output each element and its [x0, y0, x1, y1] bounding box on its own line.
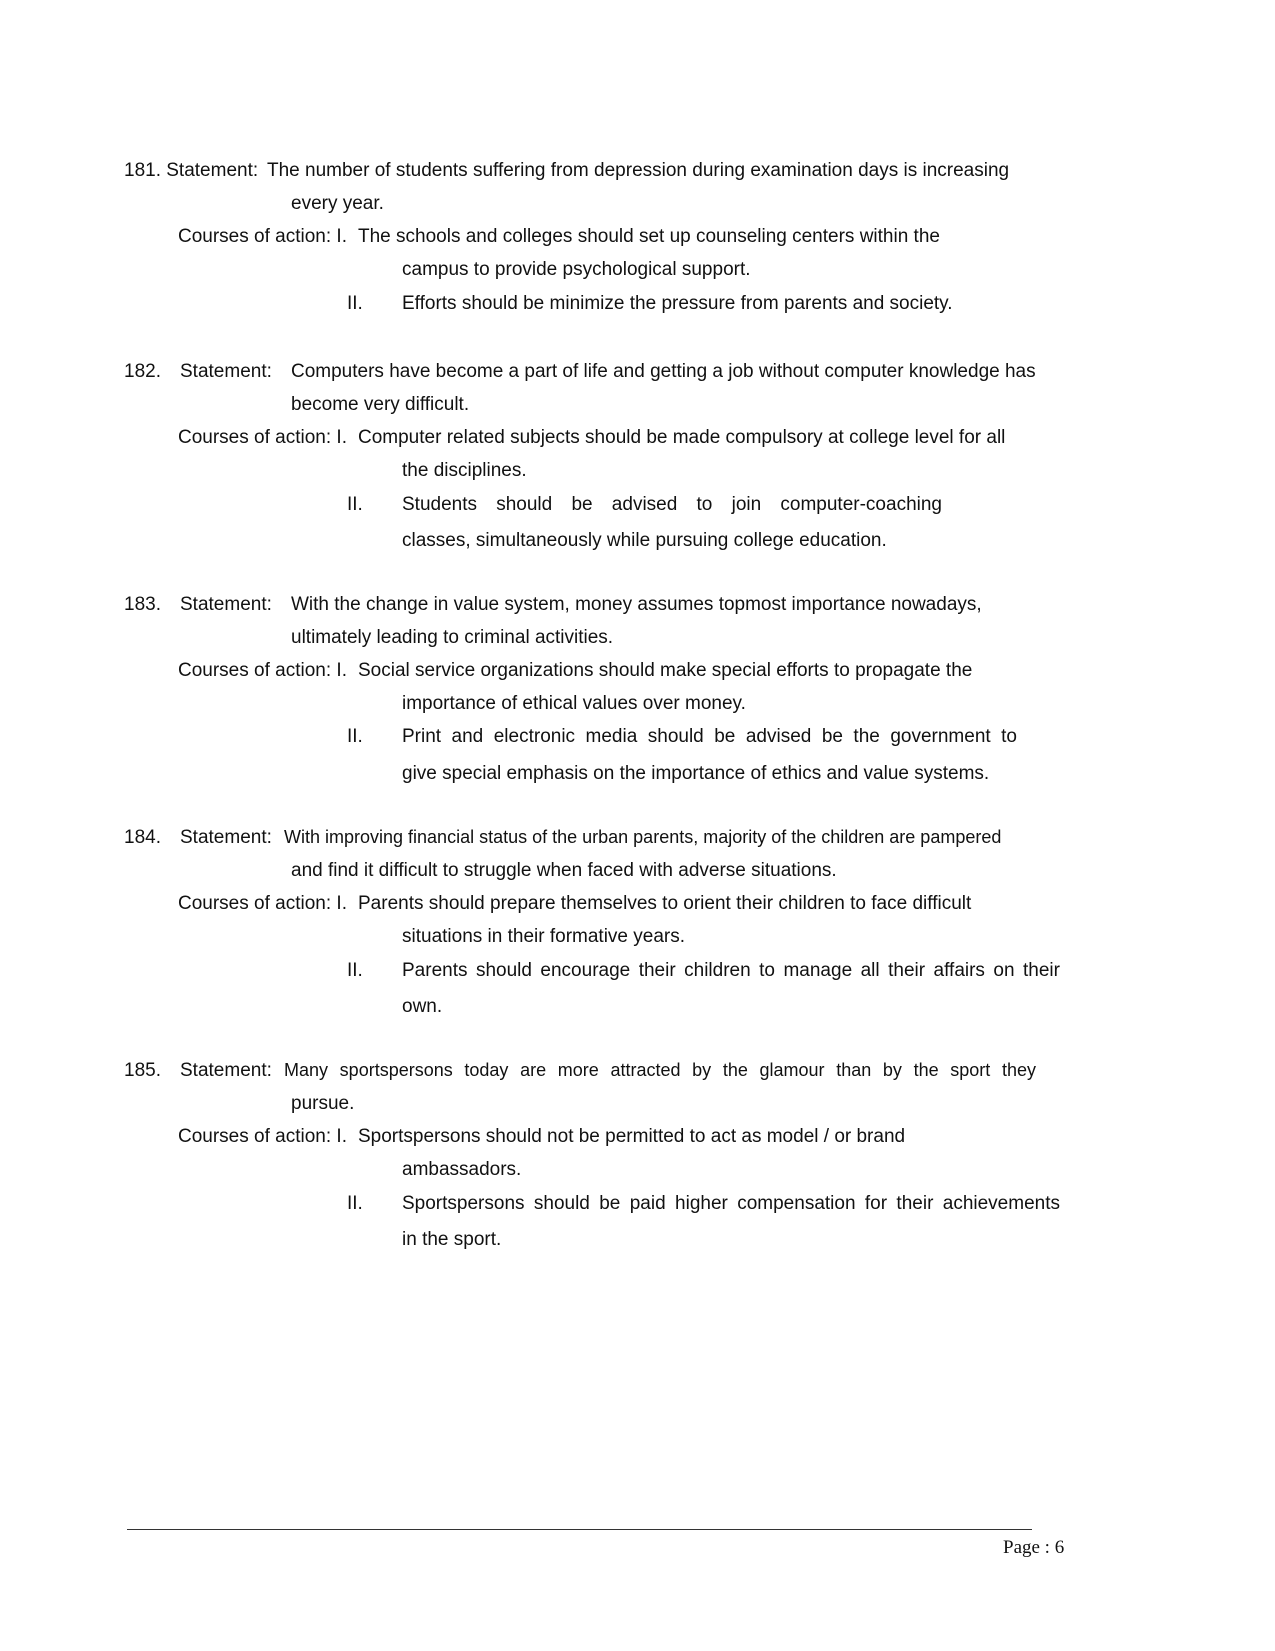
- question-number: 182.: [124, 361, 161, 382]
- action-one-line: Computer related subjects should be made compulsory at college level for all: [358, 427, 1006, 448]
- statement-label: Statement:: [180, 1060, 272, 1081]
- action-two-marker: II.: [347, 960, 363, 981]
- action-two-line: classes, simultaneously while pursuing college education.: [402, 530, 887, 551]
- action-one-line: Parents should prepare themselves to orient their children to face difficult: [358, 893, 972, 914]
- statement-line: Computers have become a part of life and getting a job without computer knowledge has: [291, 361, 1036, 382]
- action-two-line: Print and electronic media should be advised be the government to: [402, 726, 1017, 747]
- statement-label: Statement:: [180, 361, 272, 382]
- action-two-line: in the sport.: [402, 1229, 502, 1250]
- statement-line: With improving financial status of the urban parents, majority of the children are pampered: [284, 827, 1002, 847]
- action-two-line: Efforts should be minimize the pressure from parents and society.: [402, 293, 953, 314]
- action-two-marker: II.: [347, 1193, 363, 1214]
- courses-of-action-label: Courses of action: I.: [178, 1126, 347, 1147]
- action-one-line: The schools and colleges should set up counseling centers within the: [358, 226, 940, 247]
- courses-of-action-label: Courses of action: I.: [178, 660, 347, 681]
- statement-line: ultimately leading to criminal activities.: [291, 627, 614, 648]
- footer-rule: [127, 1529, 1032, 1530]
- action-one-line: Social service organizations should make special efforts to propagate the: [358, 660, 973, 681]
- action-two-marker: II.: [347, 726, 363, 747]
- question-number: 185.: [124, 1060, 161, 1081]
- statement-line: pursue.: [291, 1093, 355, 1114]
- action-two-marker: II.: [347, 494, 363, 515]
- courses-of-action-label: Courses of action: I.: [178, 427, 347, 448]
- action-two-line: give special emphasis on the importance of ethics and value systems.: [402, 763, 990, 784]
- action-two-line: Parents should encourage their children to manage all their affairs on their: [402, 960, 1060, 981]
- action-one-line: importance of ethical values over money.: [402, 693, 746, 714]
- action-two-line: Sportspersons should be paid higher compensation for their achievements: [402, 1193, 1060, 1214]
- statement-line: The number of students suffering from depression during examination days is increasing: [267, 160, 1010, 181]
- statement-line: every year.: [291, 193, 384, 214]
- question-number: 181. Statement:: [124, 160, 259, 181]
- action-one-line: campus to provide psychological support.: [402, 259, 751, 280]
- page-number: Page : 6: [1003, 1537, 1065, 1558]
- question-number: 183.: [124, 594, 161, 615]
- action-one-line: Sportspersons should not be permitted to act as model / or brand: [358, 1126, 906, 1147]
- action-two-line: own.: [402, 996, 443, 1017]
- statement-line: With the change in value system, money assumes topmost importance nowadays,: [291, 594, 982, 615]
- action-two-marker: II.: [347, 293, 363, 314]
- statement-label: Statement:: [180, 594, 272, 615]
- action-one-line: the disciplines.: [402, 460, 527, 481]
- action-two-line: Students should be advised to join computer-coaching: [402, 494, 942, 515]
- question-number: 184.: [124, 827, 161, 848]
- statement-line: Many sportspersons today are more attracted by the glamour than by the sport they: [284, 1060, 1036, 1080]
- courses-of-action-label: Courses of action: I.: [178, 893, 347, 914]
- courses-of-action-label: Courses of action: I.: [178, 226, 347, 247]
- statement-label: Statement:: [180, 827, 272, 848]
- statement-line: and find it difficult to struggle when faced with adverse situations.: [291, 860, 837, 881]
- action-one-line: situations in their formative years.: [402, 926, 686, 947]
- action-one-line: ambassadors.: [402, 1159, 522, 1180]
- statement-line: become very difficult.: [291, 394, 470, 415]
